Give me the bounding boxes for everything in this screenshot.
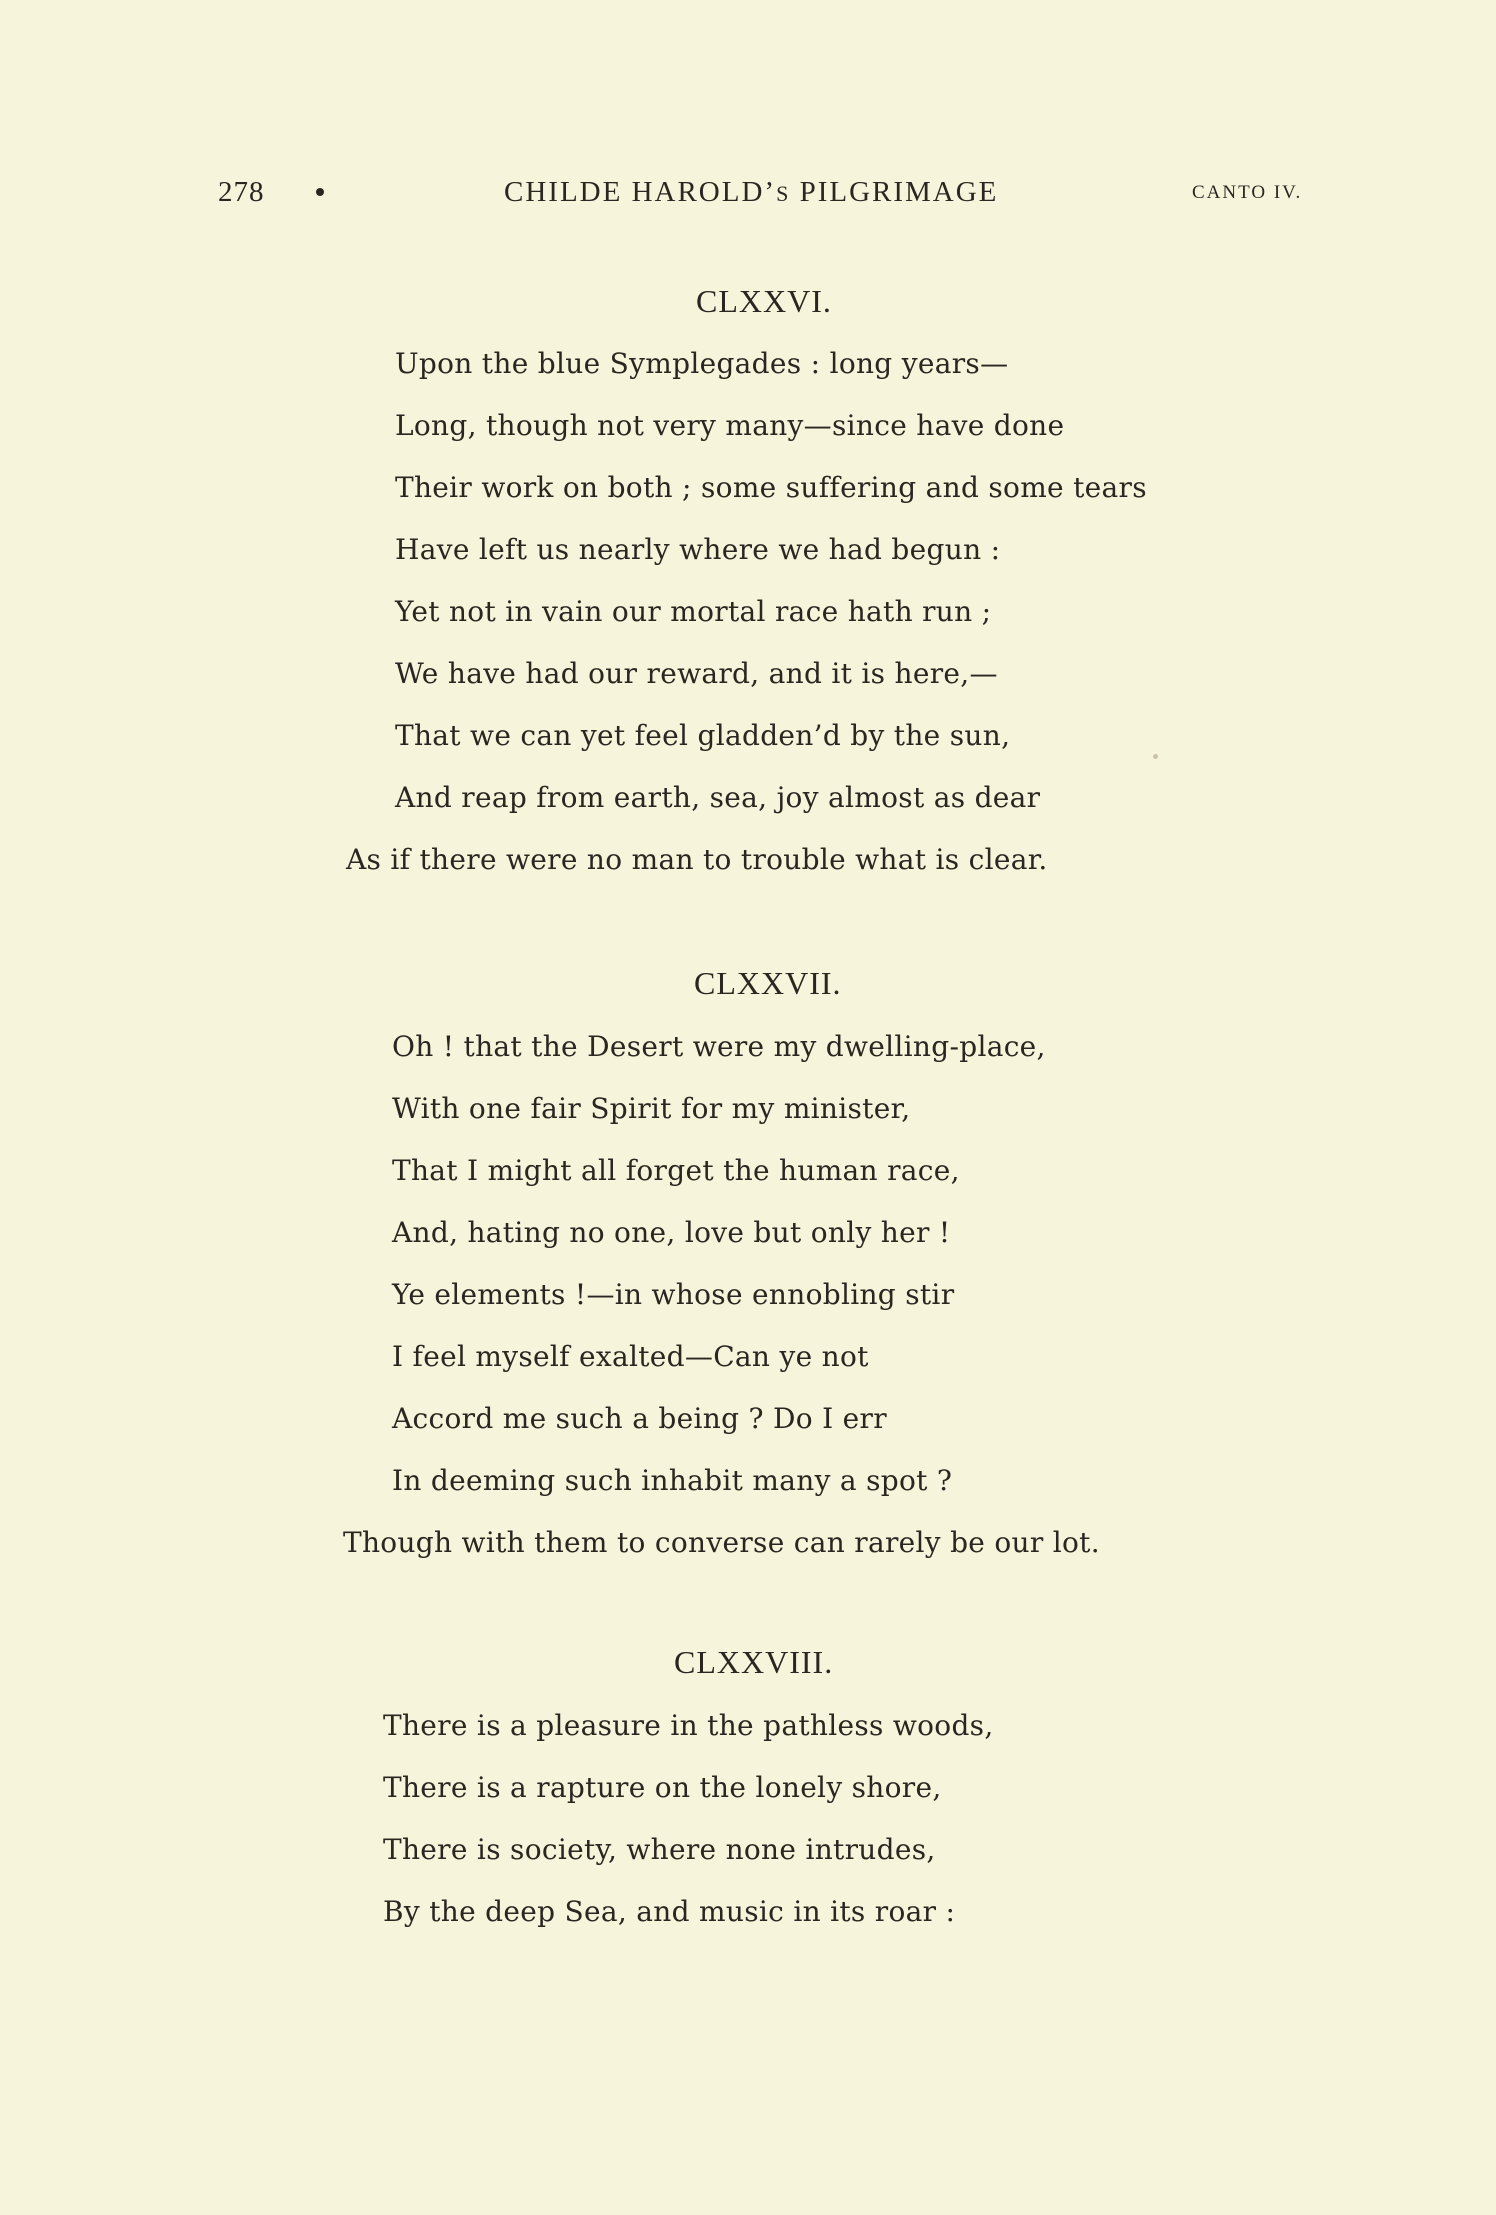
verse-line: That I might all forget the human race, — [392, 1154, 960, 1187]
paper-speck — [1153, 754, 1158, 759]
verse-line: That we can yet feel gladden’d by the sun, — [395, 719, 1011, 752]
verse-line: By the deep Sea, and music in its roar : — [383, 1895, 956, 1928]
running-title-small-s: S — [776, 181, 791, 206]
verse-line: There is a rapture on the lonely shore, — [383, 1771, 942, 1804]
verse-line: And reap from earth, sea, joy almost as dear — [395, 781, 1041, 814]
stanza-heading: CLXXVII. — [694, 965, 842, 1001]
verse-line: Have left us nearly where we had begun : — [395, 533, 1001, 566]
verse-line: Long, though not very many—since have done — [395, 409, 1065, 442]
running-title-part-1: CHILDE HAROLD’ — [504, 176, 777, 208]
verse-line: With one fair Spirit for my minister, — [392, 1092, 911, 1125]
running-title-part-2: PILGRIMAGE — [790, 176, 999, 208]
verse-line: And, hating no one, love but only her ! — [392, 1216, 951, 1249]
verse-line: There is a pleasure in the pathless woods, — [383, 1709, 994, 1742]
verse-line: Accord me such a being ? Do I err — [392, 1402, 887, 1435]
verse-line: I feel myself exalted—Can ye not — [392, 1340, 869, 1373]
verse-line: As if there were no man to trouble what is clear. — [346, 843, 1048, 876]
verse-line: Oh ! that the Desert were my dwelling-place, — [392, 1030, 1046, 1063]
verse-line: Yet not in vain our mortal race hath run ; — [395, 595, 992, 628]
verse-line: There is society, where none intrudes, — [383, 1833, 936, 1866]
verse-line: In deeming such inhabit many a spot ? — [392, 1464, 953, 1497]
stanza-heading: CLXXVI. — [696, 283, 832, 319]
canto-label: CANTO IV. — [1192, 182, 1303, 203]
page-number: 278 — [218, 176, 265, 208]
bullet-ornament-icon — [316, 188, 324, 196]
verse-line: Ye elements !—in whose ennobling stir — [392, 1278, 955, 1311]
running-header — [0, 176, 1496, 220]
stanza-heading: CLXXVIII. — [674, 1644, 834, 1680]
verse-line: Upon the blue Symplegades : long years— — [395, 347, 1009, 380]
running-title — [504, 176, 998, 209]
verse-line: We have had our reward, and it is here,— — [395, 657, 998, 690]
verse-line: Their work on both ; some suffering and some tears — [395, 471, 1147, 504]
verse-line: Though with them to converse can rarely be our lot. — [343, 1526, 1100, 1559]
